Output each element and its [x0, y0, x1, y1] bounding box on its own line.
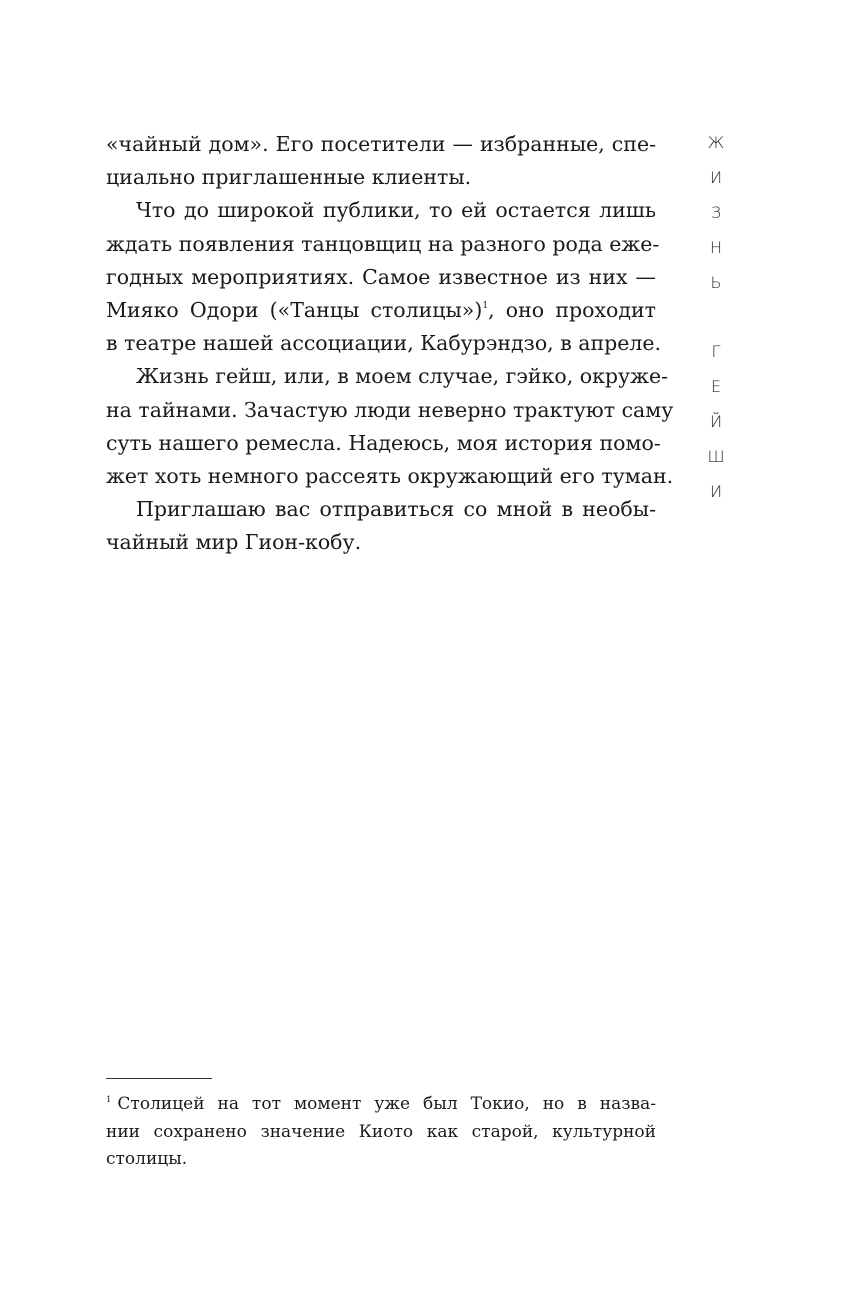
text-line-with-footnote	[106, 294, 656, 327]
text-line: ждать появления танцовщиц на разного рода еже-	[106, 231, 660, 256]
footnote-line	[106, 1091, 656, 1119]
text-line: циально приглашенные клиенты.	[106, 165, 472, 190]
text-line: на тайнами. Зачастую люди неверно трактуют саму	[106, 397, 674, 422]
footnote	[106, 1091, 656, 1174]
running-head-letter: И	[709, 482, 723, 501]
paragraph-3	[106, 360, 674, 493]
footnote-line: нии сохранено значение Киото как старой, культурной	[106, 1121, 656, 1142]
text-line: в театре нашей ассоциации, Кабурэндзо, в апреле.	[106, 331, 662, 356]
text-line: суть нашего ремесла. Надеюсь, моя история помо-	[106, 430, 661, 455]
footnote-reference[interactable]: 1	[482, 301, 489, 312]
running-head-letter: Г	[711, 342, 721, 361]
text-line: жет хоть немного рассеять окружающий его туман.	[106, 464, 674, 489]
footnote-number: 1	[106, 1095, 112, 1105]
running-head-letter: Н	[709, 238, 723, 257]
running-head-letter: Ь	[710, 273, 722, 292]
main-text	[106, 128, 674, 560]
running-head-letter: З	[710, 203, 722, 222]
running-head-letter: И	[709, 168, 723, 187]
footnote-text: Столицей на тот момент уже был Токио, но в назва-	[117, 1094, 656, 1114]
paragraph-1	[106, 128, 656, 194]
text-line: Что до широкой публики, то ей остается лишь	[136, 198, 656, 223]
text-line: «чайный дом». Его посетители — избранные, спе-	[106, 132, 656, 156]
paragraph-2	[106, 194, 662, 360]
running-head-letter: Е	[710, 377, 722, 396]
footnote-line: столицы.	[106, 1149, 188, 1169]
text-line: годных мероприятиях. Самое известное из них —	[106, 264, 656, 289]
text-segment: , оно проходит	[488, 298, 656, 323]
running-head-letter: Ш	[707, 447, 725, 466]
text-line: Жизнь гейш, или, в моем случае, гэйко, окруже-	[136, 364, 668, 389]
text-segment: Мияко Одори («Танцы столицы»)	[106, 298, 483, 323]
running-head-letter: Й	[709, 412, 723, 431]
running-head-spacer	[698, 306, 734, 340]
text-line: Приглашаю вас отправиться со мной в необы-	[136, 497, 656, 522]
footnote-divider	[106, 1078, 212, 1079]
running-head	[698, 131, 734, 515]
text-line: чайный мир Гион-кобу.	[106, 530, 362, 555]
paragraph-4	[106, 493, 656, 559]
running-head-letter: Ж	[707, 133, 725, 152]
